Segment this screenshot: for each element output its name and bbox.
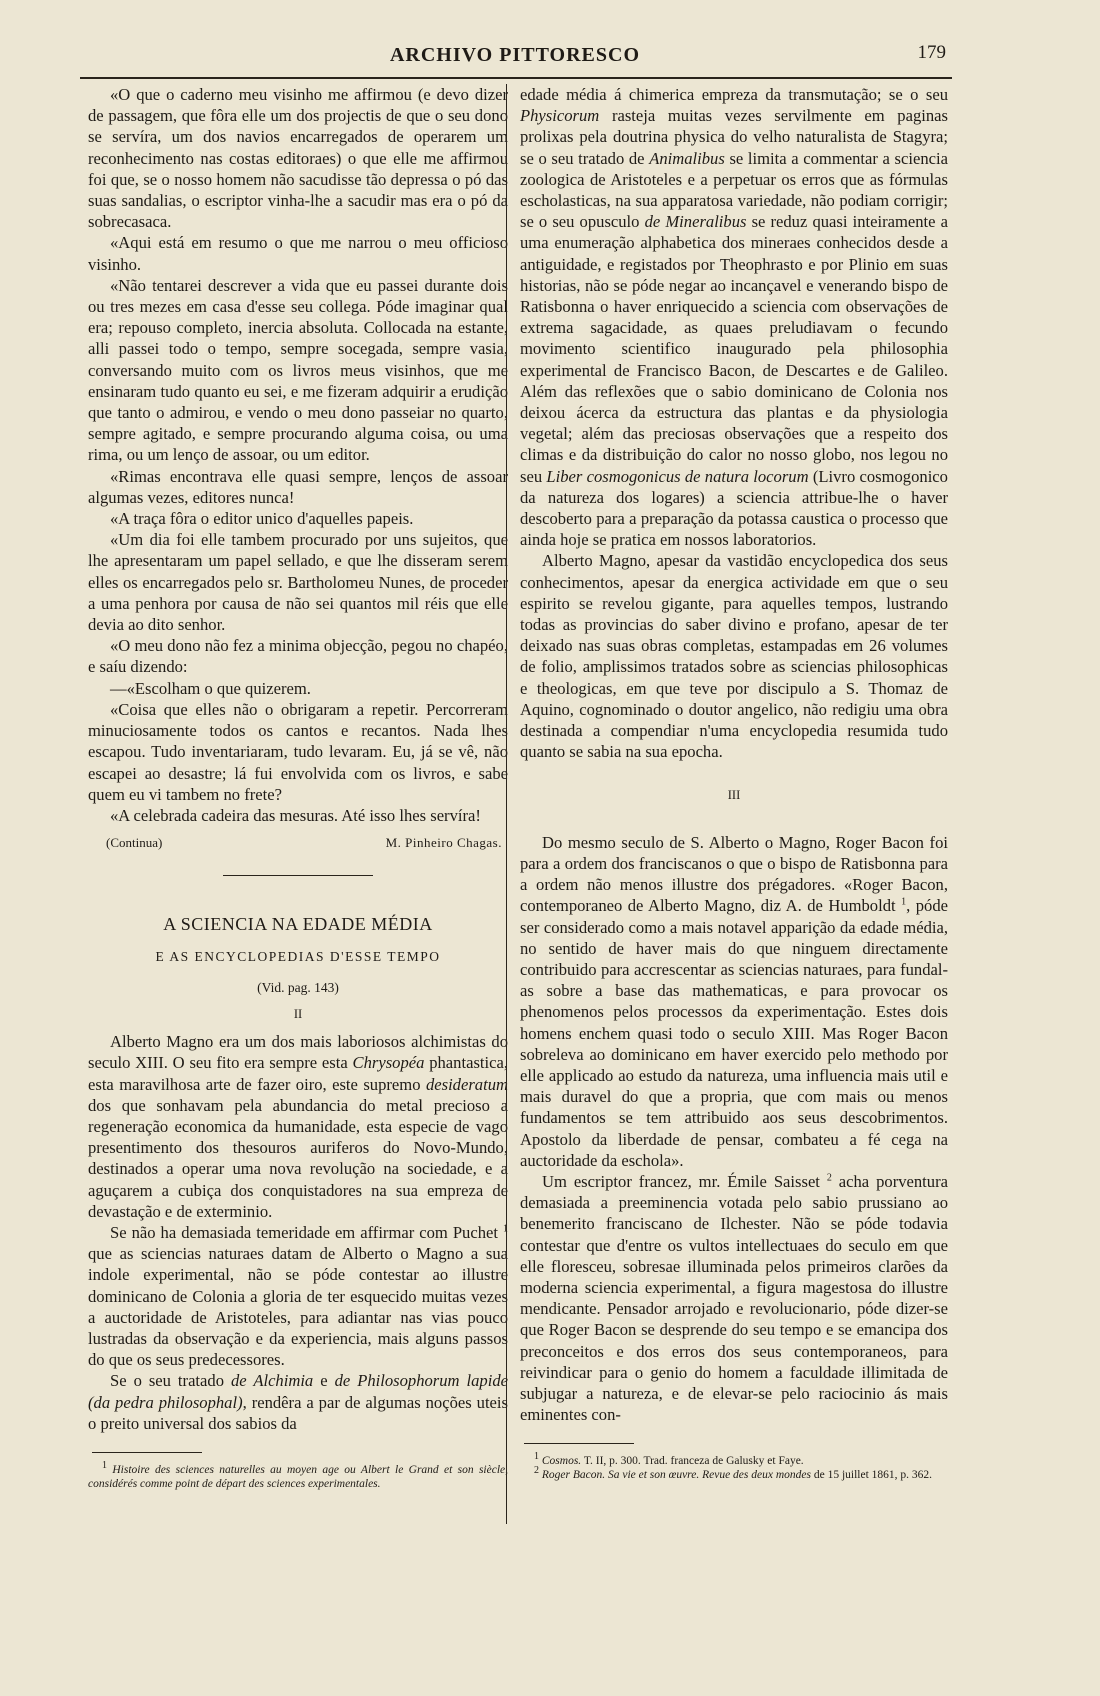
footnote-marker: 1 [503, 1223, 508, 1235]
footnote-marker: 1 [901, 896, 907, 908]
paragraph: «Não tentarei descrever a vida que eu passei durante dois ou tres mezes em casa d'esse seu collega. Póde imaginar qual era; repouso completo, inercia absoluta. Collocada na estante, alli passei todo o tempo, sempre socegada, sempre vasia, conversando muito com os livros meus visinhos, que me ensinaram tudo quanto eu sei, e me fizeram adquirir a erudição que tanto o admirou, e vendo o meu dono passeiar no quarto, sempre agitado, e sempre procurando alguma coisa, ou uma rima, ou um lenço de assoar, ou um editor. [88, 275, 508, 465]
paragraph: «Aqui está em resumo o que me narrou o meu officioso visinho. [88, 233, 508, 274]
paragraph: «Coisa que elles não o obrigaram a repetir. Percorreram minuciosamente todos os cantos e recantos. Nada lhes escapou. Tudo inventariaram, tudo levaram. Eu, já se vê, não escapei ao desastre; lá fui envolvida com os livros, e sabe quem eu vi tambem no frete? [88, 699, 508, 804]
footnote-rule [524, 1443, 634, 1444]
article-subtitle: E AS ENCYCLOPEDIAS D'ESSE TEMPO [155, 948, 441, 964]
paragraph: edade média á chimerica empreza da transmutação; se o seu Physicorum rasteja muitas vezes servilmente em paginas prolixas pela doutrina physica do velho naturalista de Stagyra; se o seu tratado de Animalibus se limita a commentar a sciencia zoologica de Aristoteles e a perpetuar os erros que as fórmulas escholasticas, na sua apparatosa variedade, não podiam corrigir; se o seu opusculo de Mineralibus se reduz quasi inteiramente a uma enumeração alphabetica dos mineraes conhecidos desde a antiguidade, e registados por Theophrasto e por Plinio em suas historias, não se póde negar ao incançavel e venerando bispo de Ratisbonna o haver enriquecido a sciencia com observações de extrema sagacidade, as quaes preludiavam o fecundo movimento scientifico inaugurado pela philosophia experimental de Francisco Bacon, de Descartes e de Galileo. Além das reflexões que o sabio dominicano de Colonia nos deixou ácerca da estructura das plantas e da physiologia vegetal; além das preciosas observações que a respeito dos climas e da distribuição do calor no nosso globo, nos legou no seu Liber cosmogonicus de natura locorum (Livro cosmogonico da natureza dos logares) a sciencia attribue-lhe o haver descoberto para a preparação da potassa caustica o processo que ainda hoje se pratica em nossos laboratorios. [520, 85, 948, 550]
paragraph: Um escriptor francez, mr. Émile Saisset $^2$ acha porventura demasiada a preeminencia votada pelo sabio prussiano ao benemerito franciscano de Ilchester. Não se póde todavia contestar que d'entre os vultos intellectuaes do seculo em que elle floresceu, sobresae illuminada pelos primeiros clarões da moderna sciencia experimental, a figura magestosa do illustre mendicante. Pensador arrojado e revolucionario, póde dizer-se que Roger Bacon se desprende do seu tempo e se emancipa dos preconceitos e dos erros dos seus contemporaneos, para reivindicar para o genio do homem a faculdade illimitada de subjugar a natureza, e de elevar-se pelo raciocinio ás mais eminentes con- [520, 1171, 948, 1425]
running-title: ARCHIVO PITTORESCO [389, 44, 641, 66]
paragraph: «A celebrada cadeira das mesuras. Até isso lhes servíra! [110, 805, 481, 825]
article-title: A SCIENCIA NA EDADE MÉDIA [163, 914, 433, 935]
paragraph: «Rimas encontrava elle quasi sempre, lenços de assoar algumas vezes, editores nunca! [88, 466, 508, 507]
paragraph: Alberto Magno era um dos mais laboriosos alchimistas do seculo XIII. O seu fito era sempre esta Chrysopéa phantastica, esta maravilhosa arte de fazer oiro, este supremo desideratum dos que sonhavam pela abundancia do metal precioso a regeneração economica da humanidade, esta especie de vago presentimento dos thesouros auriferos do Novo-Mundo, destinados a operar uma nova revolução na sociedade, e a aguçarem a cubiça dos conquistadores na sua empreza de devastação e de exterminio. [88, 1032, 508, 1221]
paragraph: «Um dia foi elle tambem procurado por uns sujeitos, que lhe apresentaram um papel sellado, e que lhe disseram serem elles os encarregados pelo sr. Bartholomeu Nunes, de proceder a uma penhora por causa de não sei quantos mil réis que elle devia ao dito senhor. [88, 530, 508, 635]
right-column [520, 84, 948, 1482]
page-number: 179 [917, 42, 946, 63]
signature-line [106, 832, 502, 853]
footnote-marker: 2 [826, 1172, 832, 1184]
footnote: $^2$ Roger Bacon. Sa vie et son œuvre. Revue des deux mondes de 15 juillet 1861, p. 362. [534, 1465, 933, 1482]
continua-note: (Continua) [106, 835, 163, 851]
footnote: $^1$ Histoire des sciences naturelles au moyen age ou Albert le Grand et son siècle, considérés comme point de départ des sciences experimentales. [88, 1460, 509, 1490]
paragraph: Se não ha demasiada temeridade em affirmar com Puchet $^1$ que as sciencias naturaes datam de Alberto o Magno a sua indole experimental, não se póde contestar ao illustre dominicano de Colonia a gloria de ter esquecido muitas vezes a auctoridade de Aristoteles, para adiantar nas vias pouco lustradas da observação e da experiencia, mais alguns passos do que os seus predecessores. [88, 1222, 508, 1370]
page-header [80, 40, 950, 72]
paragraph: «A traça fôra o editor unico d'aquelles papeis. [110, 509, 414, 529]
column-divider [506, 84, 507, 1524]
paragraph: —«Escolham o que quizerem. [110, 678, 311, 698]
left-column [88, 84, 508, 1491]
paragraph: «O que o caderno meu visinho me affirmou (e devo dizer de passagem, que fôra elle um dos projectis de que o seu dono se servíra, um dos navios encarregados de operarem um reconhecimento nas costas editoraes) o que elle me affirmou foi que, se o nosso homem não sacudisse tão depressa o pó das suas sandalias, o escriptor vinha-lhe a sacudir mas era o pó da sobrecasaca. [88, 85, 508, 232]
section-number: III [727, 787, 741, 802]
paragraph: Se o seu tratado de Alchimia e de Philosophorum lapide (da pedra philosophal), rendêra a par de algumas noções uteis o preito universal dos sabios da [88, 1371, 508, 1433]
paragraph: Do mesmo seculo de S. Alberto o Magno, Roger Bacon foi para a ordem dos franciscanos o que o bispo de Ratisbonna para a ordem não menos illustre dos prégadores. «Roger Bacon, contemporaneo de Alberto Magno, diz A. de Humboldt $^1$, póde ser considerado como a mais notavel apparição da edade média, no sentido de haver mais do que ninguem directamente contribuido para accrescentar as sciencias naturaes, para fundal-as sobre a base das mathematicas, e para provocar os phenomenos pelos processos da experimentação. Estes dois homens enchem quasi todo o seculo XIII. Mas Roger Bacon sobreleva ao dominicano em haver exercido pelo methodo por elle applicado ao estudo da natureza, uma influencia mais util e mais duravel do que a propria, que com mais ou menos fundamentos se tem attribuido aos seus descobrimentos. Apostolo da liberdade de pensar, combateu a fé cega na auctoridade da eschola». [520, 832, 949, 1170]
separator-rule [223, 875, 373, 876]
footnote-rule [92, 1452, 202, 1453]
article-reference: (Vid. pag. 143) [257, 979, 339, 995]
header-rule [80, 77, 952, 79]
paragraph: Alberto Magno, apesar da vastidão encyclopedica dos seus conhecimentos, apesar da energica actividade em que o seu espirito se revelou gigante, para aquelles tempos, lustrando todas as provincias do saber divino e profano, apesar de ter deixado nas suas obras completas, estampadas em 26 volumes de folio, amplissimos tratados sobre as sciencias philosophicas e theologicas, em que teve por discipulo a S. Thomaz de Aquino, cognominado o doutor angelico, não redigiu uma obra destinada a compendiar n'uma encyclopedia resumida tudo quanto se sabia na sua epocha. [520, 551, 948, 762]
paragraph: «O meu dono não fez a minima objecção, pegou no chapéo, e saíu dizendo: [88, 636, 508, 677]
section-number: II [293, 1006, 303, 1021]
footnote: $^1$ Cosmos. T. II, p. 300. Trad. franceza de Galusky et Faye. [534, 1451, 804, 1468]
author-name: M. Pinheiro Chagas. [385, 835, 502, 851]
